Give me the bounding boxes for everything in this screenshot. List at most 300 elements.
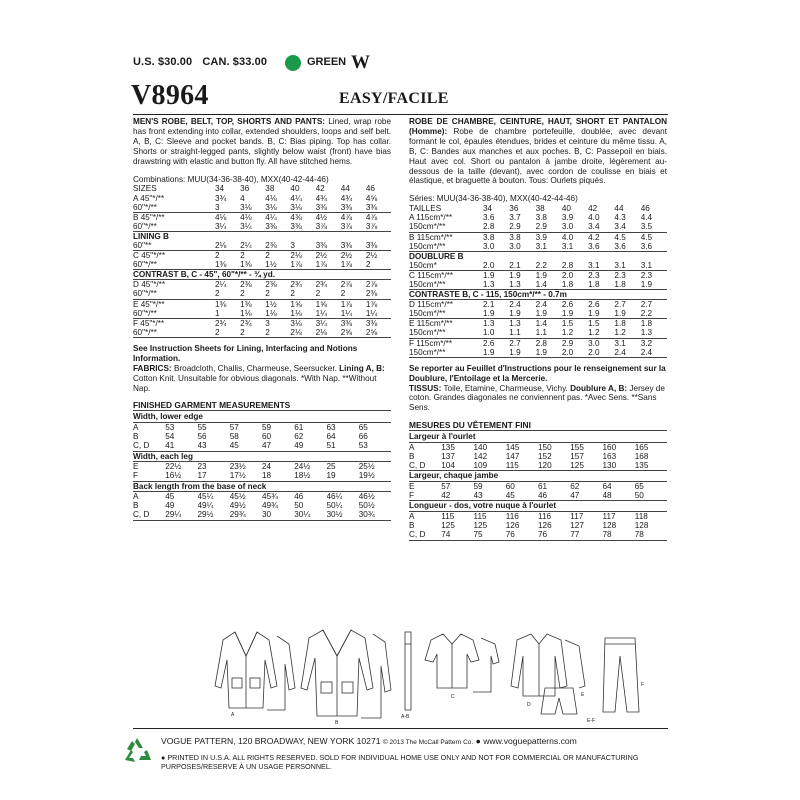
table-cell: 48 (603, 491, 635, 501)
table-cell: 2 (240, 251, 245, 261)
table-cell: 135 (441, 442, 455, 452)
table-row (409, 511, 667, 521)
table-cell: 3⅞ (316, 222, 341, 232)
table-row (133, 328, 391, 338)
table-row (133, 432, 391, 441)
table-cell: 2 (265, 328, 290, 338)
table-cell: 2⅝ (366, 328, 391, 338)
top-d-drawing (511, 634, 585, 696)
table-cell: 64 (326, 432, 336, 442)
drawing-label-c: C (451, 694, 455, 700)
drawing-label-a: A (231, 712, 235, 718)
table-cell: 2¾ (315, 280, 327, 290)
table-cell: 130 (603, 461, 635, 471)
table-cell: 155 (570, 442, 584, 452)
belt-drawing (405, 632, 411, 710)
row-label: LINING B (133, 231, 169, 241)
table-cell: 2 (215, 251, 220, 261)
table-cell: 3 (265, 318, 270, 328)
table-cell: 3 (290, 241, 315, 251)
table-cell: 3.1 (588, 261, 614, 271)
price-line (133, 56, 274, 68)
table-cell: 3⅜ (366, 203, 391, 213)
table-cell: 1 (215, 309, 240, 319)
table-cell: 1.8 (614, 319, 626, 329)
table-cell: 2.4 (614, 348, 640, 358)
table-cell: 3.1 (536, 242, 562, 252)
table-cell: 2⅜ (366, 289, 391, 299)
french-yardage-table (409, 204, 667, 358)
table-cell: 125 (570, 461, 602, 471)
table-cell: 1⅞ (316, 260, 341, 270)
table-cell: 2 (341, 289, 366, 299)
table-cell: 1⅝ (315, 299, 327, 309)
table-cell: 3.4 (588, 222, 614, 232)
table-cell: 1.1 (536, 328, 562, 338)
table-cell: 46 (538, 491, 570, 501)
table-cell: 2.7 (509, 338, 521, 348)
row-label: 60"*/** (133, 203, 215, 213)
table-cell: 2.8 (483, 222, 509, 232)
table-row (133, 422, 391, 432)
table-cell: 4.0 (561, 232, 574, 242)
english-column (133, 117, 391, 521)
row-label: 150cm*/** (409, 348, 483, 358)
row-label: E (133, 461, 139, 471)
table-cell: 44 (340, 184, 350, 194)
table-cell: 1.3 (641, 328, 667, 338)
footer-rule (133, 728, 668, 729)
table-cell: 2½ (340, 251, 353, 261)
table-cell: 3.8 (483, 232, 495, 242)
table-cell: 1.3 (509, 319, 521, 329)
table-cell: 4⅞ (340, 212, 353, 222)
table-cell: 3.1 (641, 261, 667, 271)
table-cell: 78 (603, 530, 635, 540)
table-cell: 46 (365, 184, 375, 194)
table-row (133, 260, 391, 270)
table-cell: 2 (316, 289, 341, 299)
table-cell: 3⅜ (341, 241, 366, 251)
table-cell: 36 (509, 204, 519, 214)
table-cell: 3⅜ (316, 241, 341, 251)
table-row (133, 471, 391, 481)
table-cell: 3⅛ (240, 203, 265, 213)
drawing-label-f: F (641, 682, 645, 688)
technical-drawings (205, 626, 675, 724)
table-cell: 1.9 (509, 309, 535, 319)
row-label: C, D (409, 530, 441, 540)
table-cell: 34 (215, 184, 225, 194)
row-label: F 45"*/** (133, 318, 165, 328)
table-cell: 2¼ (240, 241, 265, 251)
table-cell: 30 (262, 510, 294, 520)
table-row (409, 471, 667, 481)
french-column (409, 117, 667, 541)
row-label: B 45"*/** (133, 212, 165, 222)
table-cell: 4.5 (614, 232, 626, 242)
difficulty-level: EASY/FACILE (339, 90, 449, 107)
recycle-icon (121, 736, 153, 766)
table-cell: 3⅜ (316, 203, 341, 213)
table-cell: 4⅜ (290, 212, 302, 222)
table-row (133, 451, 391, 461)
table-cell: 2.0 (483, 261, 509, 271)
table-cell: 60 (262, 432, 272, 442)
row-label: C 115cm*/** (409, 270, 453, 280)
table-row (409, 251, 667, 261)
table-row (133, 270, 391, 280)
table-cell: 2⅛ (215, 241, 240, 251)
table-cell: 1.2 (588, 328, 614, 338)
table-cell: 1¼ (341, 309, 366, 319)
table-cell: 1.4 (536, 280, 562, 290)
table-cell: 2.6 (588, 300, 600, 310)
table-cell: 2.9 (509, 222, 535, 232)
table-cell: 49¾ (262, 501, 278, 511)
table-cell: 47 (570, 491, 602, 501)
table-cell: 120 (538, 461, 570, 471)
footer-company: VOGUE PATTERN, 120 BROADWAY, NEW YORK 10271 (161, 736, 381, 746)
table-cell: 4⅛ (215, 212, 227, 222)
table-cell: 38 (265, 184, 275, 194)
table-cell: 3⅛ (290, 203, 315, 213)
table-cell: 4¾ (340, 193, 353, 203)
table-cell: 126 (505, 520, 520, 530)
table-cell: 43 (474, 491, 506, 501)
table-cell: 4 (240, 193, 245, 203)
table-cell: 57 (229, 422, 239, 432)
table-cell: 2¾ (215, 318, 227, 328)
table-cell: 54 (165, 432, 175, 442)
table-cell: 1.8 (562, 280, 588, 290)
table-row (133, 412, 391, 422)
table-cell: 2.6 (483, 338, 495, 348)
table-cell: 19 (327, 471, 359, 481)
table-cell: 45 (506, 491, 538, 501)
table-cell: 17 (198, 471, 230, 481)
table-cell: 115 (473, 511, 487, 521)
table-row (133, 222, 391, 232)
row-label: TAILLES (409, 204, 442, 214)
table-cell: 3⅜ (365, 318, 378, 328)
table-cell: 2.3 (640, 270, 653, 280)
table-row (133, 289, 391, 299)
row-label: B (133, 432, 139, 442)
table-cell: 46 (640, 204, 650, 214)
table-cell: 3⅞ (366, 222, 391, 232)
top-c-drawing (425, 634, 499, 692)
table-cell: 2 (215, 289, 240, 299)
table-cell: 2 (265, 289, 290, 299)
table-cell: 34 (483, 204, 493, 214)
english-finished-measurements (133, 400, 391, 520)
row-label: Width, each leg (133, 451, 391, 461)
table-cell: 45 (165, 491, 175, 501)
table-cell: 4¼ (265, 212, 277, 222)
table-cell: 3.6 (588, 242, 614, 252)
table-cell: 1⅜ (215, 260, 240, 270)
table-cell: 1.8 (614, 280, 640, 290)
row-label: A (133, 491, 139, 501)
table-row (133, 501, 391, 510)
table-cell: 76 (506, 530, 538, 540)
row-label: F (133, 471, 165, 481)
table-row (409, 501, 667, 511)
envelope-sheet (131, 44, 668, 772)
table-cell: 1½ (265, 299, 277, 309)
table-cell: 4⅛ (265, 193, 277, 203)
footer-company-line (161, 736, 577, 746)
table-cell: 50½ (358, 501, 375, 511)
table-cell: 61 (294, 422, 304, 432)
table-cell: 127 (570, 520, 584, 530)
row-label: D 115cm*/** (409, 300, 453, 310)
drawing-label-e: E (581, 692, 585, 698)
table-cell: 63 (326, 422, 336, 432)
table-row (409, 213, 667, 222)
row-label: C, D (133, 441, 165, 451)
table-row (409, 222, 667, 232)
table-cell: 1.3 (483, 319, 495, 329)
table-cell: 77 (570, 530, 602, 540)
table-row (409, 338, 667, 348)
table-cell: 4⅝ (365, 193, 378, 203)
table-cell: 3.9 (535, 232, 547, 242)
table-cell: 65 (634, 481, 644, 491)
table-cell: 3⅜ (340, 318, 353, 328)
table-cell: 147 (505, 451, 520, 461)
table-cell: 2⅞ (365, 280, 378, 290)
table-cell: 1.9 (536, 348, 562, 358)
table-cell: 60 (505, 481, 515, 491)
price-can: CAN. $33.00 (202, 56, 268, 68)
color-dot-icon (285, 55, 301, 71)
table-cell: 45¼ (197, 491, 214, 501)
table-cell: 30¾ (359, 510, 391, 520)
row-label: A 45"*/** (133, 193, 165, 203)
table-cell: 47 (262, 441, 294, 451)
row-label: F 115cm*/** (409, 338, 453, 348)
table-cell: 3¾ (215, 193, 227, 203)
table-cell: 2⅛ (290, 251, 302, 261)
table-row (409, 270, 667, 280)
table-cell: 3.1 (562, 242, 588, 252)
table-cell: 2.0 (561, 270, 574, 280)
pants-drawing (603, 638, 639, 712)
table-cell: 3.2 (640, 338, 653, 348)
table-cell: 43 (198, 441, 230, 451)
row-label: E 115cm*/** (409, 319, 453, 329)
table-row (409, 530, 667, 540)
table-cell: 1.9 (535, 270, 547, 280)
english-title: MEN'S ROBE, BELT, TOP, SHORTS AND PANTS: (133, 117, 326, 126)
table-cell: 1.5 (588, 319, 600, 329)
table-cell: 19½ (359, 471, 391, 481)
table-cell: 1⅛ (240, 309, 265, 319)
english-yardage-table (133, 184, 391, 338)
table-cell: 3.0 (562, 222, 588, 232)
table-cell: 2.9 (536, 222, 562, 232)
row-label: 60"*/** (133, 222, 215, 232)
table-cell: 30½ (327, 510, 359, 520)
shorts-drawing (541, 688, 577, 714)
row-label: C 45"*/** (133, 251, 166, 261)
table-cell: 1.2 (614, 328, 640, 338)
table-cell: 1.0 (483, 328, 509, 338)
table-row (133, 251, 391, 261)
table-cell: 2 (290, 289, 315, 299)
table-cell: 3.0 (588, 338, 600, 348)
table-cell: 18 (262, 471, 294, 481)
table-cell: 3¼ (215, 222, 240, 232)
row-label: 150cm*/** (409, 222, 483, 232)
table-cell: 3.6 (641, 242, 667, 252)
table-cell: 1.9 (483, 309, 509, 319)
french-lining-text: Jersey de coton. Grandes diagonales ne conviennent pas. *Avec Sens. **Sans Sens. (409, 383, 665, 413)
table-cell: 53 (165, 422, 175, 432)
table-row (409, 348, 667, 358)
footer-printed: ● PRINTED IN U.S.A. ALL RIGHTS RESERVED. SOLD FOR INDIVIDUAL HOME USE ONLY AND NOT FOR COMMERCIAL OR MANUFACTURING PURPOSES/RESERVE À UN USAGE PERSONNEL. (161, 753, 639, 772)
french-description (409, 117, 667, 186)
footer-copyright: © 2013 The McCall Pattern Co. (382, 739, 474, 746)
table-row (133, 481, 391, 491)
table-cell: 2.9 (561, 338, 574, 348)
row-label: 150cm* (409, 261, 483, 271)
table-cell: 1⅞ (341, 260, 366, 270)
table-cell: 3 (215, 203, 240, 213)
table-cell: 1.9 (509, 348, 535, 358)
row-label: 60"*/** (133, 328, 215, 338)
table-cell: 3.0 (483, 242, 509, 252)
table-cell: 46½ (358, 491, 375, 501)
english-fm-title: FINISHED GARMENT MEASUREMENTS (133, 400, 391, 411)
table-row (409, 309, 667, 319)
table-cell: 2⅜ (265, 280, 277, 290)
table-cell: 4.4 (640, 213, 653, 223)
table-cell: 3⅜ (366, 241, 391, 251)
table-cell: 2⅝ (341, 328, 366, 338)
table-cell: 75 (474, 530, 506, 540)
table-cell: 140 (473, 442, 488, 452)
table-cell: 3.6 (614, 242, 640, 252)
table-cell: 2 (240, 328, 265, 338)
table-cell: 1.2 (562, 328, 588, 338)
table-cell: 30¼ (294, 510, 326, 520)
table-cell: 45 (230, 441, 262, 451)
table-cell: 17½ (230, 471, 262, 481)
french-finished-measurements (409, 420, 667, 540)
english-notes (133, 344, 391, 394)
table-cell: 16½ (165, 471, 197, 481)
row-label: Largeur à l'ourlet (409, 432, 667, 442)
table-cell: 150 (538, 442, 552, 452)
table-cell: 25½ (358, 461, 375, 471)
table-cell: 135 (635, 461, 667, 471)
table-row (133, 461, 391, 471)
english-combinations: Combinations: MUU(34-36-38-40), MXX(40-42-44-46) (133, 174, 329, 184)
table-cell: 59 (262, 422, 272, 432)
table-cell: 42 (588, 204, 598, 214)
table-cell: 24 (262, 461, 272, 471)
english-notes-bold: See Instruction Sheets for Lining, Interfacing and Notions Information. (133, 343, 358, 363)
pattern-code: V8964 (131, 80, 209, 111)
row-label: C, D (133, 510, 165, 520)
table-cell: 2⅜ (265, 241, 290, 251)
row-label: 150cm*/** (409, 328, 483, 338)
table-row (133, 510, 391, 520)
table-cell: 61 (538, 481, 548, 491)
table-cell: 29¾ (230, 510, 262, 520)
row-label: F (409, 491, 441, 501)
table-row (409, 261, 667, 271)
table-cell: 3⅜ (290, 222, 315, 232)
table-row (133, 203, 391, 213)
french-fabrics-label: TISSUS: (409, 383, 442, 393)
table-cell: 2.2 (641, 309, 667, 319)
row-label: 150cm*/** (409, 280, 483, 290)
table-cell: 128 (602, 520, 617, 530)
table-cell: 53 (359, 441, 391, 451)
french-fabrics-text: Toile, Etamine, Charmeuse, Vichy. (443, 383, 568, 393)
table-cell: 1.9 (536, 309, 562, 319)
row-label: A (409, 511, 415, 521)
table-cell: 2.3 (614, 270, 626, 280)
table-cell: 1⅜ (215, 299, 227, 309)
table-cell: 2⅛ (290, 328, 315, 338)
table-cell: 58 (229, 432, 239, 442)
drawing-label-ab: A-B (401, 714, 410, 720)
table-cell: 2.4 (535, 300, 547, 310)
row-label: B (133, 501, 139, 511)
table-cell: 45½ (229, 491, 246, 501)
table-cell: 49½ (229, 501, 246, 511)
french-description-text: Robe de chambre portefeuille, doublée, avec devant formant le col, épaules étendues, brides et ceinture du même tissu. A, B, C: Bandes aux manches et aux poches. B, C: Passepoil en biais. Haut avec col. Short ou pantalon à jambe droite, légèrement au-dessous de la taille (devant), avec cordon de coulisse en biais et élastique, et braguette à bouton. Tous: Ourlets piqués. (409, 126, 667, 186)
row-label: A (409, 442, 415, 452)
table-cell: 3.6 (483, 213, 495, 223)
table-row (133, 280, 391, 290)
table-cell: 2⅞ (340, 280, 353, 290)
table-cell: 1.8 (588, 280, 614, 290)
robe-a-drawing (215, 632, 295, 710)
table-cell: 115 (506, 461, 538, 471)
row-label: C, D (409, 461, 441, 471)
table-cell: 42 (315, 184, 325, 194)
row-label: E 45"*/** (133, 299, 165, 309)
table-cell: 45¾ (262, 491, 278, 501)
table-cell: 1¼ (316, 309, 341, 319)
english-fabrics-label: FABRICS: (133, 363, 172, 373)
table-cell: 1⅞ (290, 260, 315, 270)
table-cell: 4¼ (290, 193, 302, 203)
table-cell: 2⅜ (240, 280, 252, 290)
table-cell: 3⅜ (265, 222, 290, 232)
table-cell: 2.7 (614, 300, 626, 310)
table-cell: 2.1 (483, 300, 495, 310)
table-cell: 1⅜ (240, 260, 265, 270)
row-label: 60"*/** (133, 289, 215, 299)
table-cell: 3.1 (614, 261, 640, 271)
table-cell: 42 (441, 491, 473, 501)
table-row (409, 521, 667, 530)
table-cell: 2.3 (588, 270, 600, 280)
row-label: D 45"*/** (133, 280, 166, 290)
row-label: Width, lower edge (133, 412, 391, 422)
table-row (133, 212, 391, 222)
table-cell: 49 (165, 501, 175, 511)
table-cell: 41 (165, 441, 197, 451)
row-label: 60"*/** (133, 309, 215, 319)
